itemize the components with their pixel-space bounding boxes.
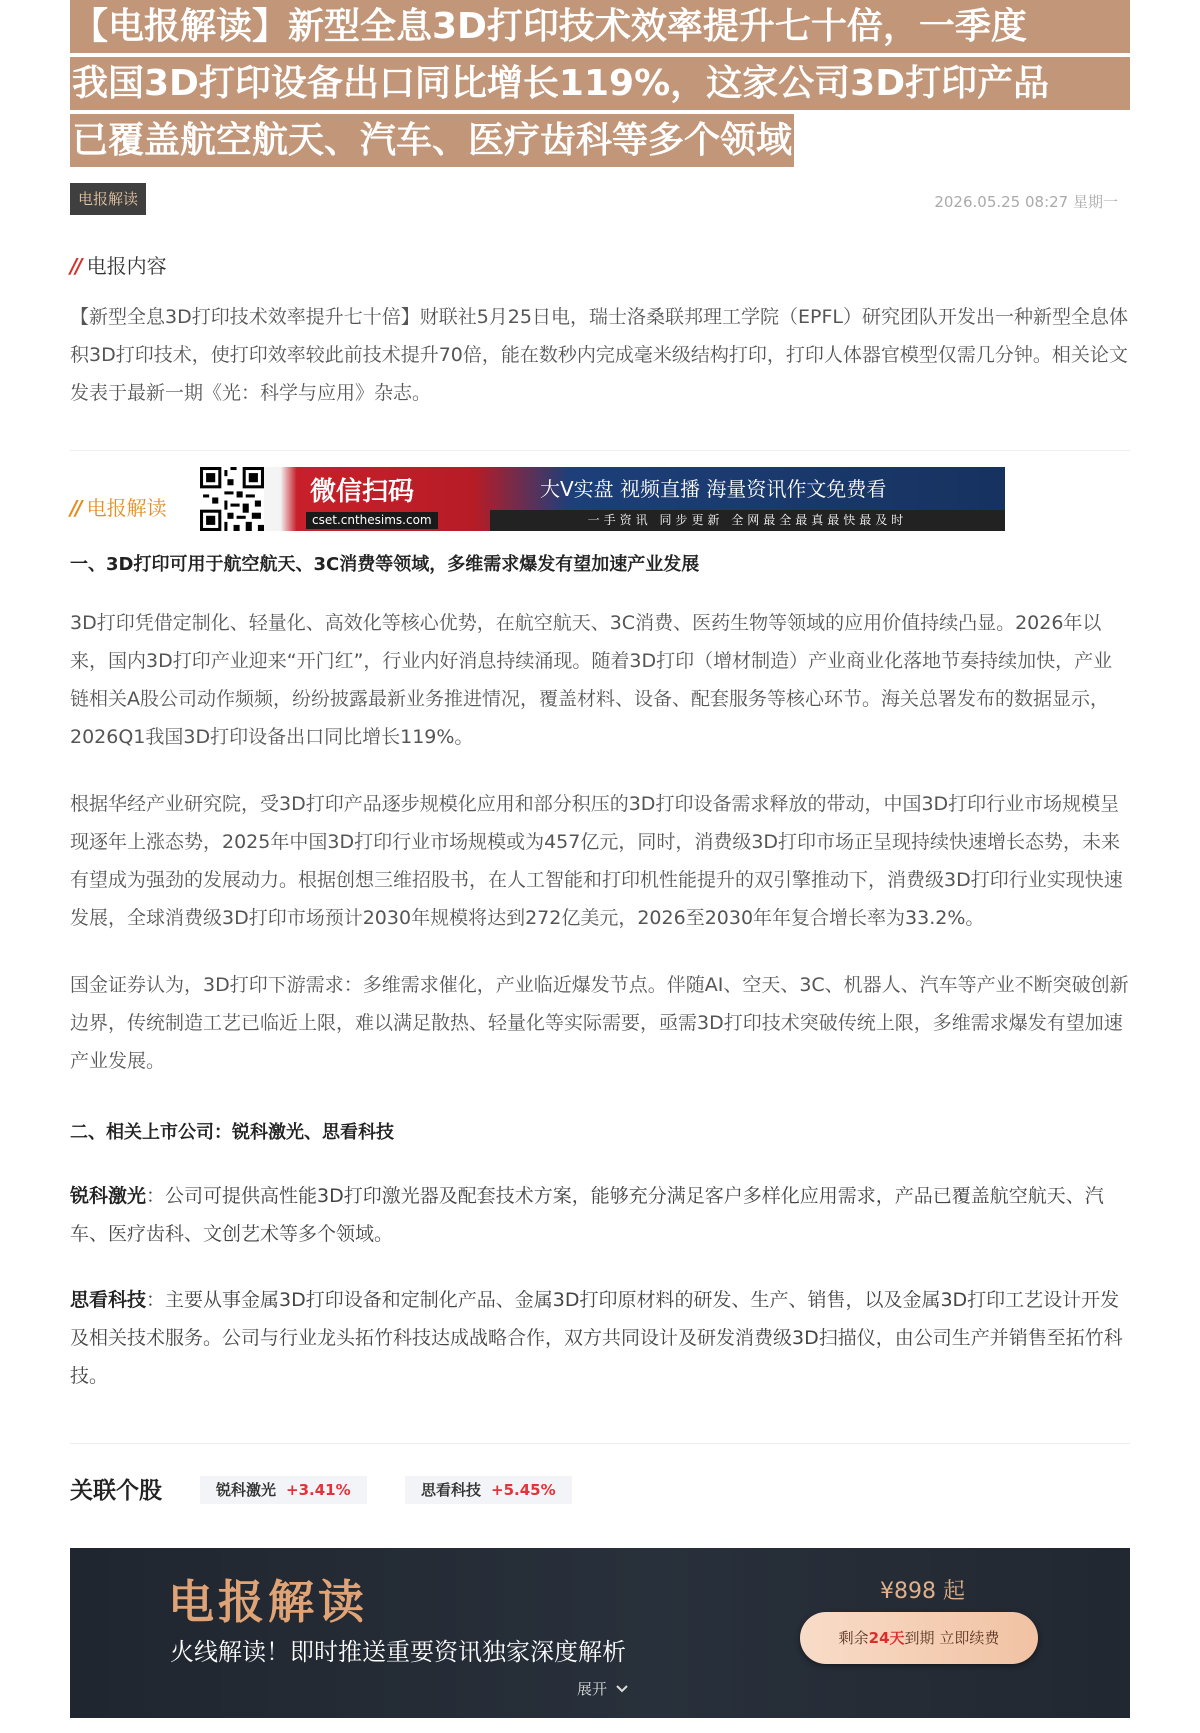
- company-1-name[interactable]: 锐科激光: [70, 1185, 147, 1207]
- expand-button[interactable]: [577, 1678, 629, 1699]
- renew-days: 24天: [868, 1629, 905, 1647]
- slash-icon: //: [70, 254, 81, 278]
- renew-post: 到期 立即续费: [904, 1629, 1000, 1647]
- divider: [70, 1443, 1130, 1444]
- slash-icon: //: [70, 496, 81, 520]
- qr-code-icon: [200, 467, 264, 531]
- title-line-3: 已覆盖航空航天、汽车、医疗齿科等多个领域: [70, 114, 794, 167]
- article-title: [70, 0, 1130, 171]
- company-2-name[interactable]: 思看科技: [70, 1289, 147, 1311]
- banner-title: 微信扫码: [310, 477, 415, 507]
- banner-slogan: 大V实盘 视频直播 海量资讯作文免费看: [540, 477, 887, 501]
- paragraph-1: 3D打印凭借定制化、轻量化、高效化等核心优势，在航空航天、3C消费、医药生物等领域的应用价值持续凸显。2026年以来，国内3D打印产业迎来“开门红”，行业内好消息持续涌现。随着3D打印（增材制造）产业商业化落地节奏持续加快，产业链相关A股公司动作频频，纷纷披露最新业务推进情况，覆盖材料、设备、配套服务等核心环节。海关总署发布的数据显示，2026Q1我国3D打印设备出口同比增长119%。: [70, 612, 1113, 748]
- company-1-paragraph: [70, 1177, 1130, 1253]
- company-2-paragraph: [70, 1281, 1130, 1395]
- banner-strip: 一手资讯 同步更新 全网最全最真最快最及时: [490, 510, 1005, 531]
- section-heading-label: 电报解读: [86, 496, 167, 520]
- stock-name: 锐科激光: [216, 1481, 277, 1499]
- chevron-down-icon: [615, 1682, 629, 1698]
- wechat-ad-banner[interactable]: [200, 467, 1005, 531]
- section-heading-content: [70, 250, 167, 279]
- paragraph-3: 国金证券认为，3D打印下游需求：多维需求催化，产业临近爆发节点。伴随AI、空天、3C、机器人、汽车等产业不断突破创新边界，传统制造工艺已临近上限，难以满足散热、轻量化等实际需要，亟需3D打印技术突破传统上限，多维需求爆发有望加速产业发展。: [70, 974, 1129, 1072]
- meta-row: [70, 183, 1130, 215]
- renew-button[interactable]: [800, 1612, 1038, 1664]
- subheading-1: 一、3D打印可用于航空航天、3C消费等领域，多维需求爆发有望加速产业发展: [70, 554, 700, 575]
- title-line-1: 【电报解读】新型全息3D打印技术效率提升七十倍，一季度: [70, 0, 1130, 53]
- paragraph-2: 根据华经产业研究院，受3D打印产品逐步规模化应用和部分积压的3D打印设备需求释放的带动，中国3D打印行业市场规模呈现逐年上涨态势，2025年中国3D打印行业市场规模或为457亿元，同时，消费级3D打印市场正呈现持续快速增长态势，未来有望成为强劲的发展动力。根据创想三维招股书，在人工智能和打印机性能提升的双引擎推动下，消费级3D打印行业实现快速发展，全球消费级3D打印市场预计2030年规模将达到272亿美元，2026至2030年年复合增长率为33.2%。: [70, 793, 1123, 929]
- promo-title: 电报解读: [168, 1575, 368, 1629]
- subheading-2: 二、相关上市公司：锐科激光、思看科技: [70, 1122, 394, 1143]
- company-1-desc: ：公司可提供高性能3D打印激光器及配套技术方案，能够充分满足客户多样化应用需求，产品已覆盖航空航天、汽车、医疗齿科、文创艺术等多个领域。: [70, 1185, 1104, 1245]
- related-stocks: [70, 1470, 1130, 1510]
- category-tag[interactable]: 电报解读: [70, 183, 146, 215]
- telegraph-body: 【新型全息3D打印技术效率提升七十倍】财联社5月25日电，瑞士洛桑联邦理工学院（EPFL）研究团队开发出一种新型全息体积3D打印技术，使打印效率较此前技术提升70倍，能在数秒内完成毫米级结构打印，打印人体器官模型仅需几分钟。相关论文发表于最新一期《光：科学与应用》杂志。: [70, 306, 1128, 404]
- section-heading-interpretation: [70, 492, 167, 521]
- stock-chip[interactable]: [405, 1476, 572, 1504]
- section-heading-label: 电报内容: [86, 254, 167, 278]
- related-stocks-label: 关联个股: [70, 1478, 162, 1504]
- subscription-promo: [70, 1548, 1130, 1718]
- stock-chip[interactable]: [200, 1476, 367, 1504]
- divider: [70, 450, 1130, 451]
- promo-price: ¥898 起: [880, 1579, 965, 1604]
- stock-change: +3.41%: [286, 1481, 351, 1499]
- publish-datetime: 2026.05.25 08:27 星期一: [934, 193, 1118, 211]
- company-2-desc: ：主要从事金属3D打印设备和定制化产品、金属3D打印原材料的研发、生产、销售，以及金属3D打印工艺设计开发及相关技术服务。公司与行业龙头拓竹科技达成战略合作，双方共同设计及研发消费级3D扫描仪，由公司生产并销售至拓竹科技。: [70, 1289, 1123, 1387]
- stock-name: 思看科技: [421, 1481, 482, 1499]
- promo-subtitle: 火线解读！即时推送重要资讯独家深度解析: [170, 1638, 626, 1666]
- renew-pre: 剩余: [838, 1629, 869, 1647]
- stock-change: +5.45%: [491, 1481, 556, 1499]
- expand-label: 展开: [577, 1680, 608, 1698]
- banner-url: cset.cnthesims.com: [306, 512, 438, 529]
- title-line-2: 我国3D打印设备出口同比增长119%，这家公司3D打印产品: [70, 57, 1130, 110]
